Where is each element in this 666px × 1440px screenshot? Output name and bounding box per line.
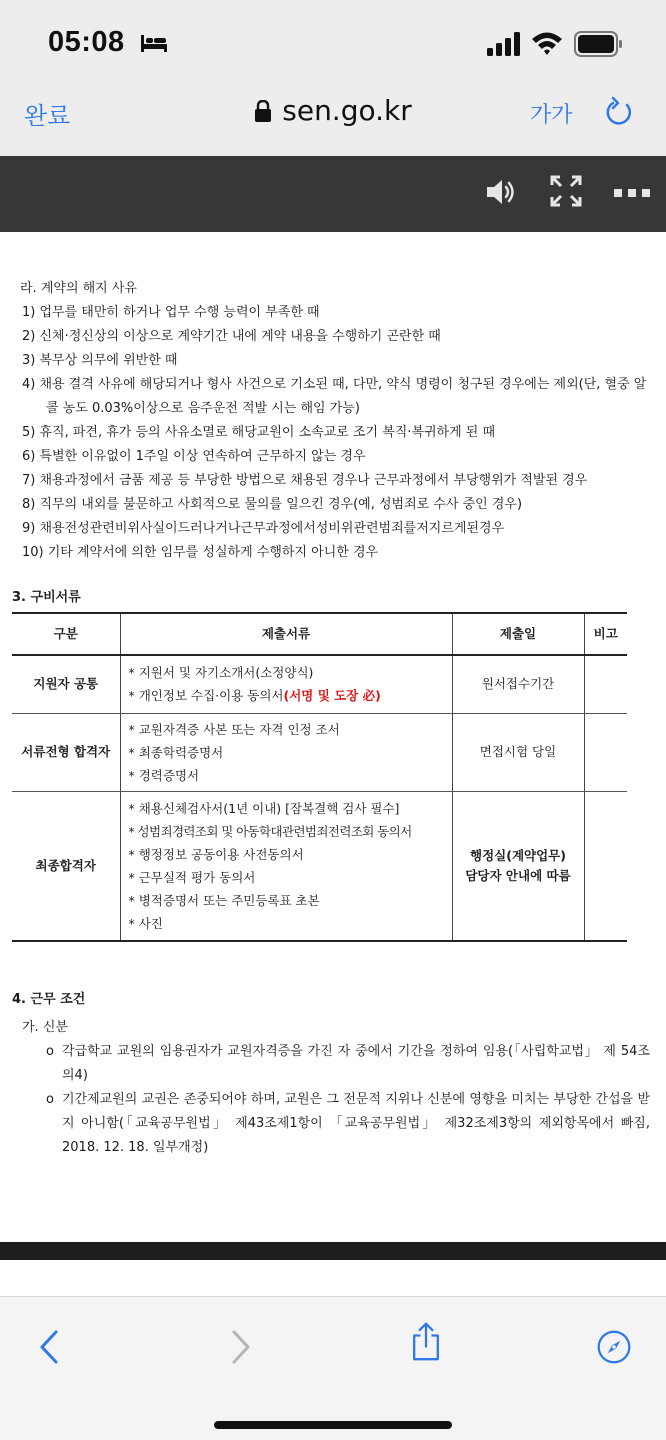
document-item: * 행정정보 공동이용 사전동의서 (128, 846, 304, 862)
row-category: 서류전형 합격자 (12, 713, 120, 791)
column-header: 제출일 (452, 613, 584, 655)
row-category: 최종합격자 (12, 791, 120, 941)
document-item: * 개인정보 수집·이용 동의서(서명 및 도장 必) (128, 688, 381, 704)
list-item: 4) 채용 결격 사유에 해당되거나 형사 사건으로 기소된 때, 다만, 약식 명령이 청구된 경우에는 제외(단, 혈중 알 (22, 377, 647, 392)
document-page (0, 232, 666, 1242)
document-item: * 최종학력증명서 (128, 744, 224, 760)
forward-icon[interactable] (222, 1327, 258, 1367)
home-indicator (214, 1421, 452, 1429)
list-item: 2) 신체·정신상의 이상으로 계약기간 내에 계약 내용을 수행하기 곤란한 때 (22, 329, 441, 344)
row-documents (120, 713, 452, 791)
work-conditions-heading: 4. 근무 조건 (12, 992, 86, 1007)
status-bar (0, 0, 666, 80)
termination-heading: 라. 계약의 해지 사유 (20, 281, 137, 296)
fullscreen-icon[interactable] (550, 174, 582, 208)
work-conditions (20, 1016, 650, 1160)
list-item: 6) 특별한 이유없이 1주일 이상 연속하여 근무하지 않는 경우 (22, 449, 366, 464)
condition-paragraph: o 각급학교 교원의 임용권자가 교원자격증을 가진 자 중에서 기간을 정하여 임용(「사립학교법」 제 54조의4) (20, 1040, 650, 1088)
document-item: * 성범죄경력조회 및 아동학대관련범죄전력조회 동의서 (128, 823, 412, 839)
reload-icon[interactable] (604, 96, 634, 128)
url-text: sen.go.kr (282, 94, 412, 127)
back-icon[interactable] (32, 1327, 68, 1367)
document-item: * 사진 (128, 915, 163, 931)
viewer-bottom-bar (0, 1242, 666, 1260)
sign-stamp-note: (서명 및 도장 必) (283, 688, 381, 704)
row-date: 행정실(계약업무) 담당자 안내에 따름 (452, 791, 584, 941)
speaker-icon[interactable] (484, 176, 516, 208)
bullet-marker: o (46, 1092, 54, 1107)
status-subheading: 가. 신분 (22, 1020, 68, 1035)
list-item: 7) 채용과정에서 금품 제공 등 부당한 방법으로 채용된 경우나 근무과정에서 부당행위가 적발된 경우 (22, 473, 588, 488)
safari-compass-icon[interactable] (596, 1327, 632, 1367)
condition-paragraph: o 기간제교원의 교권은 존중되어야 하며, 교원은 그 전문적 지위나 신분에 영향을 미치는 부당한 간섭을 받지 아니함(「교육공무원법」 제43조제1항이 「교육공무원법」 제32조제3항의 제외항목에서 빠짐, 2018. 12. 18. 일부개정) (20, 1088, 650, 1160)
termination-list (20, 301, 650, 565)
document-item: * 교원자격증 사본 또는 자격 인정 조서 (128, 721, 340, 737)
list-item-continuation: 콜 농도 0.03%이상으로 음주운전 적발 시는 해임 가능) (46, 401, 360, 416)
list-item: 9) 채용전성관련비위사실이드러나거나근무과정에서성비위관련범죄를저지르게된경우 (22, 521, 505, 536)
column-header: 비고 (584, 613, 627, 655)
list-item: 10) 기타 계약서에 의한 임무를 성실하게 수행하지 아니한 경우 (22, 545, 379, 560)
row-note (584, 791, 627, 941)
row-date: 면접시험 당일 (452, 713, 584, 791)
document-item: * 병적증명서 또는 주민등록표 초본 (128, 892, 320, 908)
documents-heading: 3. 구비서류 (12, 590, 81, 605)
column-header: 구분 (12, 613, 120, 655)
list-item: 1) 업무를 태만히 하거나 업무 수행 능력이 부족한 때 (22, 305, 320, 320)
list-item: 3) 복무상 의무에 위반한 때 (22, 353, 178, 368)
wifi-icon (530, 30, 564, 56)
column-header: 제출서류 (120, 613, 452, 655)
list-item: 8) 직무의 내외를 불문하고 사회적으로 물의를 일으킨 경우(예, 성범죄로 수사 중인 경우) (22, 497, 523, 512)
table-row (12, 713, 627, 791)
more-icon[interactable] (614, 188, 650, 198)
status-time: 05:08 (48, 26, 125, 58)
row-note (584, 655, 627, 713)
table-header-row (12, 613, 627, 655)
battery-icon (574, 30, 624, 58)
table-row (12, 791, 627, 941)
browser-toolbar (0, 1296, 666, 1440)
viewer-toolbar (0, 156, 666, 232)
document-item: * 지원서 및 자기소개서(소정양식) (128, 665, 314, 681)
row-note (584, 713, 627, 791)
row-documents (120, 791, 452, 941)
share-icon[interactable] (408, 1321, 444, 1361)
row-documents (120, 655, 452, 713)
document-item: * 채용신체검사서(1년 이내) [잠복결핵 검사 필수] (128, 800, 400, 816)
signal-icon (486, 32, 522, 56)
address-bar (0, 80, 666, 156)
document-item: * 경력증명서 (128, 767, 200, 783)
document-item: * 근무실적 평가 동의서 (128, 869, 256, 885)
font-size-button[interactable]: 가가 (530, 103, 573, 128)
table-row (12, 655, 627, 713)
required-documents-table (12, 612, 627, 942)
bullet-marker: o (46, 1044, 54, 1059)
done-button[interactable]: 완료 (24, 102, 71, 130)
row-category: 지원자 공통 (12, 655, 120, 713)
list-item: 5) 휴직, 파견, 휴가 등의 사유소멸로 해당교원이 소속교로 조기 복직·복귀하게 된 때 (22, 425, 496, 440)
row-date: 원서접수기간 (452, 655, 584, 713)
bed-icon (140, 32, 168, 54)
lock-icon (254, 100, 272, 122)
